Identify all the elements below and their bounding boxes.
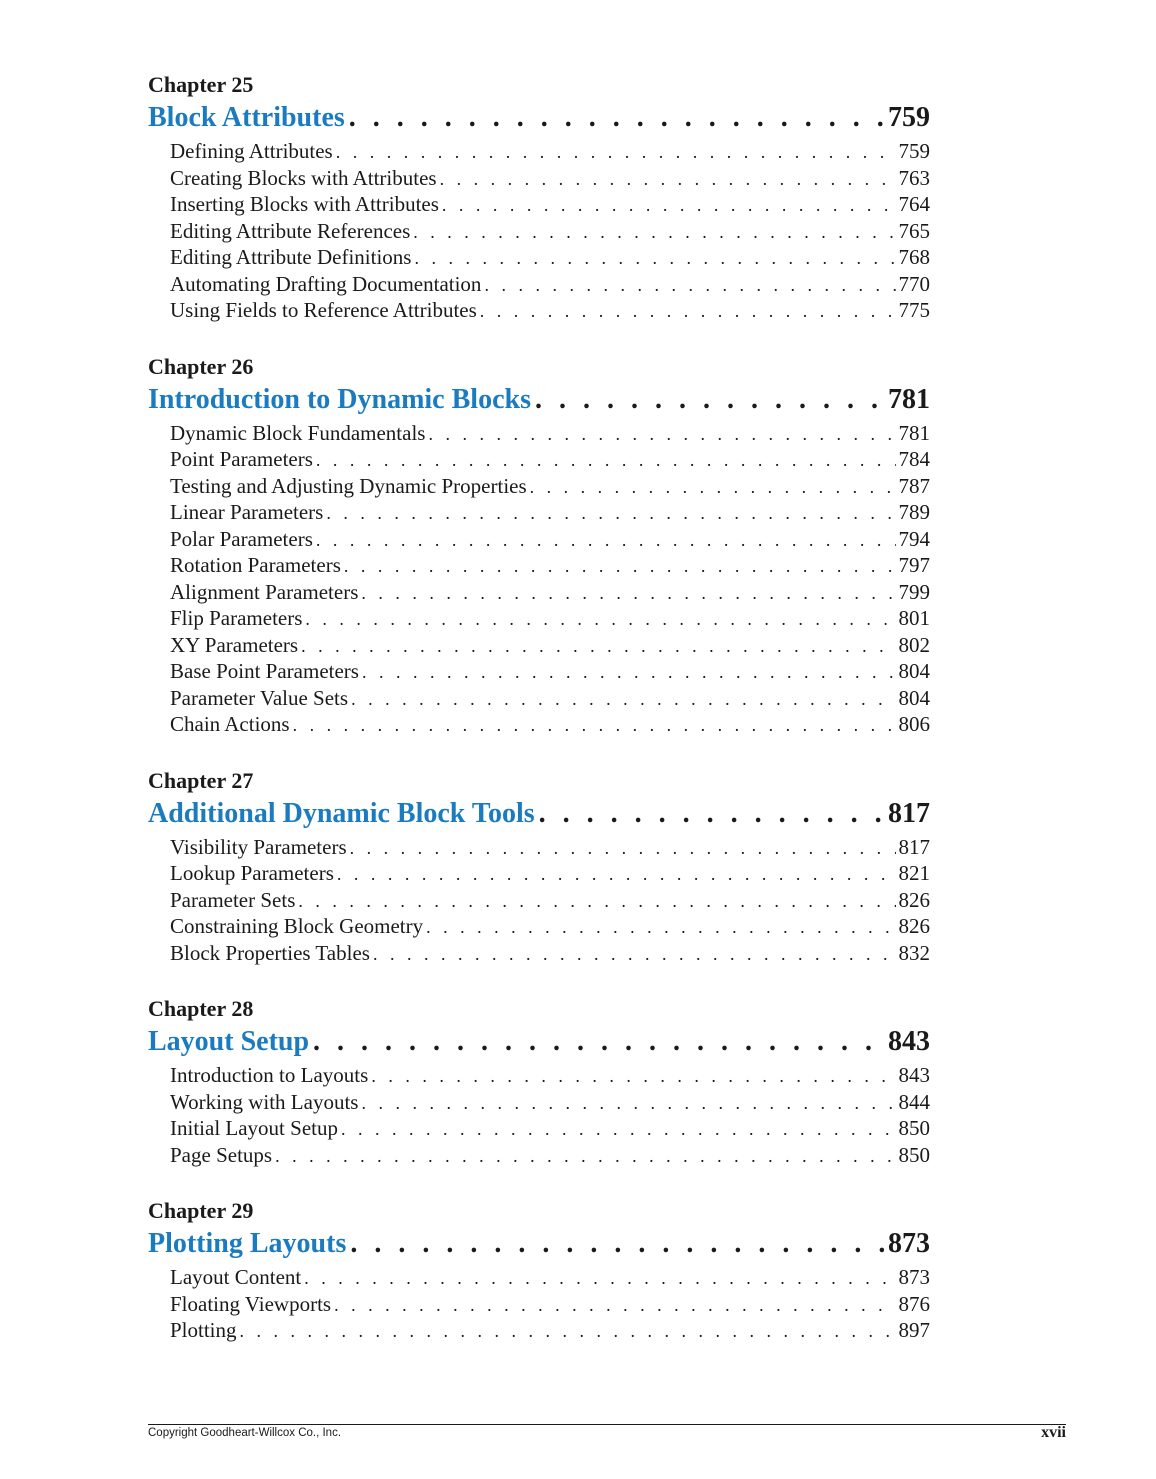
section-entry[interactable] [170,1264,930,1291]
chapter-number-label: Chapter 25 [148,72,254,97]
section-title: Automating Drafting Documentation [170,271,482,296]
section-page-number: 873 [898,1265,930,1289]
section-page-number: 784 [898,447,930,471]
section-page-number: 804 [898,659,930,683]
section-list [170,138,930,324]
section-title: Dynamic Block Fundamentals [170,420,426,445]
section-page-number: 794 [898,526,930,551]
chapter-page-number: 781 [888,383,930,415]
section-title: Polar Parameters [170,526,313,551]
dot-leader [530,474,896,501]
section-title: Parameter Value Sets [170,685,349,710]
section-title: Point Parameters [170,447,313,471]
section-page-number: 770 [898,271,930,296]
section-entry[interactable] [170,1291,930,1318]
chapter-title: Additional Dynamic Block Tools [148,797,535,829]
chapter-title-entry[interactable] [148,796,930,832]
section-page-number: 765 [898,218,930,243]
section-entry[interactable] [170,446,930,473]
chapter-title-entry[interactable] [148,1024,930,1060]
section-page-number: 806 [898,712,930,736]
dot-leader [484,272,895,299]
section-entry[interactable] [170,711,930,738]
dot-leader [350,835,896,862]
dot-leader [240,1318,896,1345]
section-title: Editing Attribute References [170,218,411,243]
dot-leader [428,421,895,448]
section-entry[interactable] [170,297,930,324]
section-entry[interactable] [170,860,930,887]
section-page-number: 764 [898,192,930,216]
section-page-number: 826 [898,887,930,912]
chapter-title: Introduction to Dynamic Blocks [148,383,531,415]
section-page-number: 876 [898,1291,930,1316]
dot-leader [361,1090,895,1117]
chapter-block [148,352,930,738]
section-entry[interactable] [170,271,930,298]
section-entry[interactable] [170,1317,930,1344]
section-entry[interactable] [170,1115,930,1142]
section-page-number: 850 [898,1142,930,1167]
chapter-number-label: Chapter 29 [148,1198,254,1223]
section-entry[interactable] [170,244,930,271]
section-title: Flip Parameters [170,606,303,630]
dot-leader [414,245,895,272]
section-entry[interactable] [170,887,930,914]
section-entry[interactable] [170,1089,930,1116]
section-title: Parameter Sets [170,887,296,912]
chapter-title-entry[interactable] [148,1226,930,1262]
section-page-number: 789 [898,500,930,524]
chapter-page-number: 759 [888,102,930,133]
section-title: Plotting [170,1318,237,1342]
chapter-block [148,766,930,967]
chapter-block [148,1196,930,1344]
chapter-number-label: Chapter 26 [148,353,254,379]
section-entry[interactable] [170,138,930,165]
section-entry[interactable] [170,685,930,712]
chapter-block [148,994,930,1168]
chapter-title: Layout Setup [148,1026,310,1057]
section-entry[interactable] [170,834,930,861]
dot-leader [326,500,895,527]
section-title: Working with Layouts [170,1089,359,1114]
section-page-number: 781 [898,420,930,445]
dot-leader [426,914,895,941]
section-page-number: 768 [898,245,930,269]
section-entry[interactable] [170,605,930,632]
section-title: Page Setups [170,1142,273,1167]
dot-leader [305,606,895,633]
section-list [170,1062,930,1168]
section-title: Floating Viewports [170,1291,332,1316]
section-page-number: 850 [898,1116,930,1140]
dot-leader [349,100,884,136]
section-page-number: 826 [898,914,930,938]
section-title: Creating Blocks with Attributes [170,165,437,190]
section-entry[interactable] [170,420,930,447]
dot-leader [539,796,884,832]
section-title: Layout Content [170,1265,302,1289]
section-entry[interactable] [170,526,930,553]
section-title: Linear Parameters [170,500,324,524]
section-list [170,1264,930,1344]
dot-leader [351,686,895,713]
section-title: Introduction to Layouts [170,1063,369,1087]
section-title: Using Fields to Reference Attributes [170,298,477,322]
section-entry[interactable] [170,218,930,245]
section-page-number: 763 [898,165,930,190]
dot-leader [316,527,896,554]
section-page-number: 775 [898,298,930,322]
dot-leader [334,1292,895,1319]
dot-leader [336,139,896,166]
dot-leader [301,633,895,660]
chapter-page-number: 873 [888,1228,930,1259]
dot-leader [337,861,896,888]
section-page-number: 817 [898,834,930,859]
dot-leader [313,1024,884,1060]
dot-leader [275,1143,895,1170]
section-page-number: 801 [898,606,930,630]
section-title: Visibility Parameters [170,834,347,859]
section-page-number: 799 [898,579,930,604]
section-title: Lookup Parameters [170,861,334,885]
section-list [170,834,930,967]
chapter-title: Plotting Layouts [148,1228,347,1259]
dot-leader [304,1265,895,1292]
dot-leader [362,659,896,686]
dot-leader [341,1116,896,1143]
section-title: Block Properties Tables [170,940,370,965]
section-page-number: 843 [898,1063,930,1087]
dot-leader [298,888,895,915]
section-page-number: 804 [898,685,930,710]
section-title: Alignment Parameters [170,579,359,604]
section-entry[interactable] [170,552,930,579]
table-of-contents [148,70,930,1372]
section-entry[interactable] [170,165,930,192]
section-page-number: 759 [898,139,930,163]
dot-leader [350,1226,884,1262]
dot-leader [344,553,896,580]
chapter-number-label: Chapter 27 [148,767,254,793]
chapter-title-entry[interactable] [148,100,930,136]
section-entry[interactable] [170,499,930,526]
section-title: Chain Actions [170,712,290,736]
section-title: Rotation Parameters [170,553,341,577]
section-page-number: 787 [898,473,930,498]
section-page-number: 821 [898,861,930,885]
section-title: XY Parameters [170,632,299,657]
section-entry[interactable] [170,913,930,940]
dot-leader [535,382,884,418]
dot-leader [442,192,896,219]
chapter-number-label: Chapter 28 [148,996,254,1021]
section-entry[interactable] [170,632,930,659]
chapter-block [148,70,930,324]
section-title: Initial Layout Setup [170,1116,338,1140]
section-page-number: 797 [898,553,930,577]
section-title: Testing and Adjusting Dynamic Properties [170,473,527,498]
dot-leader [293,712,896,739]
section-entry[interactable] [170,658,930,685]
section-entry[interactable] [170,940,930,967]
page-number: xvii [1041,1424,1066,1441]
dot-leader [440,166,896,193]
section-title: Inserting Blocks with Attributes [170,192,439,216]
section-page-number: 897 [898,1318,930,1342]
section-list [170,420,930,738]
dot-leader [480,298,896,325]
section-page-number: 844 [898,1089,930,1114]
footer-copyright: Copyright Goodheart-Willcox Co., Inc. [148,1427,342,1439]
dot-leader [373,941,896,968]
dot-leader [361,580,895,607]
section-entry[interactable] [170,1062,930,1089]
section-title: Base Point Parameters [170,659,359,683]
section-page-number: 802 [898,632,930,657]
chapter-page-number: 817 [888,797,930,829]
section-title: Defining Attributes [170,139,333,163]
dot-leader [316,447,896,474]
dot-leader [371,1063,895,1090]
section-title: Editing Attribute Definitions [170,245,412,269]
section-entry[interactable] [170,191,930,218]
section-title: Constraining Block Geometry [170,914,424,938]
chapter-title-entry[interactable] [148,382,930,418]
chapter-title: Block Attributes [148,102,345,133]
section-entry[interactable] [170,1142,930,1169]
section-entry[interactable] [170,579,930,606]
footer-divider [148,1424,1066,1425]
dot-leader [413,219,895,246]
chapter-page-number: 843 [888,1026,930,1057]
section-entry[interactable] [170,473,930,500]
section-page-number: 832 [898,940,930,965]
